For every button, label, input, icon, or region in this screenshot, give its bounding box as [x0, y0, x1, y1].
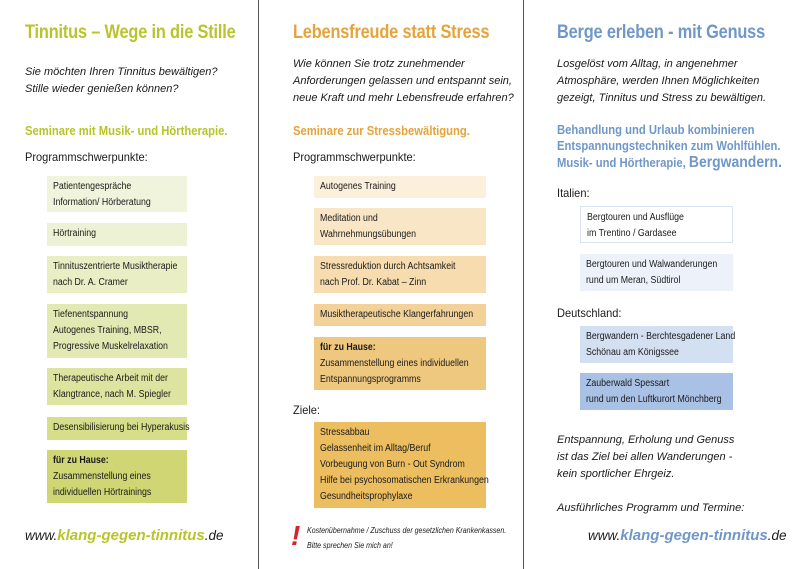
panel-stress: [259, 0, 523, 569]
goal-item: Stressabbau: [320, 427, 370, 438]
box-line: Patientengespräche: [53, 181, 132, 192]
panel-title: Lebensfreude statt Stress: [293, 22, 490, 43]
url-prefix: www.: [25, 528, 58, 543]
program-box: [314, 256, 486, 293]
closing-line: Entspannung, Erholung und Genuss: [557, 434, 735, 446]
program-label: Programmschwerpunkte:: [25, 150, 148, 164]
box-line: Bergwandern - Berchtesgadener Land: [586, 331, 736, 342]
panel-intro: [25, 64, 218, 98]
url-domain: klang-gegen-tinnitus: [620, 527, 768, 544]
box-line: Tiefenentspannung: [53, 309, 129, 320]
germany-label: Deutschland:: [557, 306, 622, 320]
program-box: [314, 337, 486, 390]
panel-title: Tinnitus – Wege in die Stille: [25, 22, 236, 43]
tour-box: [580, 254, 733, 291]
note-line: Kostenübernahme / Zuschuss der gesetzlichen Krankenkassen.: [307, 526, 507, 535]
intro-line: Atmosphäre, werden Ihnen Möglichkeiten: [557, 75, 760, 87]
box-line: Zauberwald Spessart: [586, 378, 670, 389]
url-domain: klang-gegen-tinnitus: [57, 527, 205, 544]
box-line: Hörtraining: [53, 228, 97, 239]
box-line: nach Prof. Dr. Kabat – Zinn: [320, 277, 427, 288]
url-suffix: .de: [204, 528, 224, 543]
box-line: rund um Meran, Südtirol: [586, 275, 681, 286]
box-line: Zusammenstellung eines: [53, 471, 151, 482]
box-line: Schönau am Königssee: [586, 347, 679, 358]
program-box: [47, 256, 187, 293]
intro-line: gezeigt, Tinnitus und Stress zu bewältigen.: [557, 92, 767, 104]
program-box: [47, 223, 187, 246]
seminar-heading: Seminare zur Stressbewältigung.: [293, 124, 470, 138]
box-line: Zusammenstellung eines individuellen: [320, 358, 469, 369]
intro-line: Sie möchten Ihren Tinnitus bewältigen?: [25, 66, 218, 78]
exclamation-icon: !: [291, 520, 301, 551]
box-line: nach Dr. A. Cramer: [53, 277, 128, 288]
goal-item: Vorbeugung von Burn - Out Syndrom: [320, 459, 465, 470]
program-box: [314, 304, 486, 326]
seminar-line-emphasis: Bergwandern.: [688, 154, 782, 171]
program-box: [47, 304, 187, 358]
closing-line: kein sportlicher Ehrgeiz.: [557, 468, 675, 480]
goal-item: Hilfe bei psychosomatischen Erkrankungen: [320, 475, 489, 486]
box-line: Meditation und: [320, 213, 378, 224]
tour-box: [580, 373, 733, 410]
box-line: Information/ Hörberatung: [53, 197, 151, 208]
intro-line: Anforderungen gelassen und entspannt sein,: [293, 75, 512, 87]
seminar-heading: [557, 122, 800, 172]
tour-box: [580, 326, 736, 363]
box-line: Entspannungsprogramms: [320, 374, 421, 385]
panel-intro: [557, 56, 766, 107]
seminar-line: Behandlung und Urlaub kombinieren: [557, 123, 755, 137]
url-prefix: www.: [588, 528, 621, 543]
box-line: Wahrnehmungsübungen: [320, 229, 417, 240]
goal-item: Gesundheitsprophylaxe: [320, 491, 413, 502]
website-link[interactable]: [25, 527, 224, 544]
goals-box: [314, 422, 489, 508]
program-box: [47, 450, 187, 503]
box-line: Bergtouren und Ausflüge: [587, 212, 684, 223]
program-box: [47, 176, 187, 212]
insurance-note: [307, 523, 506, 553]
intro-line: neue Kraft und mehr Lebensfreude erfahren?: [293, 92, 514, 104]
italy-label: Italien:: [557, 186, 590, 200]
box-line: Stressreduktion durch Achtsamkeit: [320, 261, 456, 272]
website-link[interactable]: [588, 527, 787, 544]
seminar-heading: Seminare mit Musik- und Hörtherapie.: [25, 124, 228, 138]
panel-intro: [293, 56, 514, 107]
box-line: Musiktherapeutische Klangerfahrungen: [320, 309, 474, 320]
program-box: [47, 417, 190, 440]
program-label: Programmschwerpunkte:: [293, 150, 416, 164]
box-line: Autogenes Training, MBSR,: [53, 325, 162, 336]
intro-line: Wie können Sie trotz zunehmender: [293, 58, 465, 70]
program-text: Ausführliches Programm und Termine:: [557, 502, 745, 514]
seminar-line: [557, 154, 782, 172]
box-line: Progressive Muskelrelaxation: [53, 341, 168, 352]
box-line: Klangtrance, nach M. Spiegler: [53, 389, 171, 400]
intro-line: Losgelöst vom Alltag, in angenehmer: [557, 58, 738, 70]
box-line: Bergtouren und Walwanderungen: [586, 259, 718, 270]
box-line: Desensibilisierung bei Hyperakusis: [53, 422, 190, 433]
goal-item: Gelassenheit im Alltag/Beruf: [320, 443, 431, 454]
box-line: im Trentino / Gardasee: [587, 228, 677, 239]
tour-box: [580, 206, 733, 243]
url-suffix: .de: [767, 528, 787, 543]
box-line: Tinnituszentrierte Musiktherapie: [53, 261, 178, 272]
note-line: Bitte sprechen Sie mich an!: [307, 541, 393, 550]
box-line: rund um den Luftkurort Mönchberg: [586, 394, 722, 405]
program-box: [314, 208, 486, 245]
box-line: Therapeutische Arbeit mit der: [53, 373, 168, 384]
closing-line: ist das Ziel bei allen Wanderungen -: [557, 451, 733, 463]
box-line: für zu Hause:: [53, 455, 109, 466]
panel-title: Berge erleben - mit Genuss: [557, 22, 766, 43]
box-line: individuellen Hörtrainings: [53, 487, 152, 498]
intro-line: Stille wieder genießen können?: [25, 83, 179, 95]
seminar-line: Entspannungstechniken zum Wohlfühlen.: [557, 139, 781, 153]
seminar-line-text: Musik- und Hörtherapie,: [557, 156, 689, 170]
program-box: [47, 368, 187, 405]
closing-text: [557, 432, 734, 483]
box-line: für zu Hause:: [320, 342, 376, 353]
program-box: [314, 176, 486, 198]
box-line: Autogenes Training: [320, 181, 396, 192]
panel-mountains: [524, 0, 800, 569]
panel-tinnitus: [0, 0, 258, 569]
goals-label: Ziele:: [293, 403, 320, 417]
